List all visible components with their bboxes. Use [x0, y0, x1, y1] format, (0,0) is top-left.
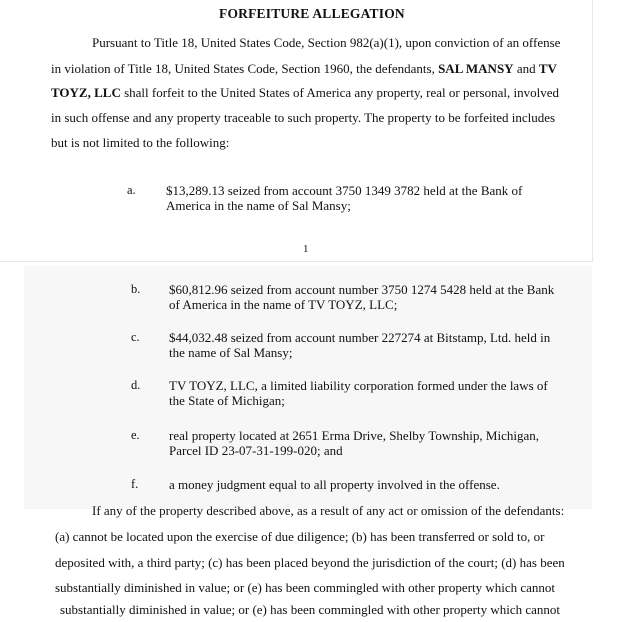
closing-line-1: If any of the property described above, as a result of any act or omission of the defendants:: [92, 503, 565, 518]
item-d-line-2: the State of Michigan;: [169, 393, 285, 408]
item-c-letter: c.: [131, 330, 140, 344]
page-number: 1: [303, 243, 309, 255]
closing-line-4: substantially diminished in value; or (e) has been commingled with other property which cannot: [55, 580, 556, 595]
item-f-letter: f.: [131, 477, 139, 491]
section-heading: FORFEITURE ALLEGATION: [219, 6, 405, 21]
item-b-letter: b.: [131, 282, 141, 296]
item-a-letter: a.: [127, 183, 136, 197]
closing-line-2: (a) cannot be located upon the exercise of due diligence; (b) has been transferred or sold to, or: [55, 529, 545, 544]
intro-line-3: [51, 85, 559, 100]
intro-line-4: in such offense and any property traceable to such property. The property to be forfeited includes: [51, 110, 556, 125]
item-b-line-1: $60,812.96 seized from account number 3750 1274 5428 held at the Bank: [169, 282, 555, 297]
intro-line-5: but is not limited to the following:: [51, 135, 230, 150]
item-d-line-1: TV TOYZ, LLC, a limited liability corporation formed under the laws of: [169, 378, 548, 393]
item-d-letter: d.: [131, 378, 141, 392]
defendant-name-1: SAL MANSY: [438, 61, 514, 76]
item-a-line-1: $13,289.13 seized from account 3750 1349 3782 held at the Bank of: [166, 183, 523, 198]
closing-line-5: substantially diminished in value; or (e) has been commingled with other property which cannot: [60, 602, 561, 617]
intro-line-2-text: in violation of Title 18, United States Code, Section 1960, the defendants,: [51, 61, 439, 76]
intro-and: and: [513, 61, 539, 76]
item-a-line-2: America in the name of Sal Mansy;: [166, 198, 351, 213]
defendant-name-2-start: TV: [538, 61, 557, 76]
defendant-name-2-end: TOYZ, LLC: [51, 85, 121, 100]
item-f-line-1: a money judgment equal to all property involved in the offense.: [169, 477, 500, 492]
item-c-line-2: the name of Sal Mansy;: [169, 345, 293, 360]
item-c-line-1: $44,032.48 seized from account number 227274 at Bitstamp, Ltd. held in: [169, 330, 551, 345]
item-b-line-2: of America in the name of TV TOYZ, LLC;: [169, 297, 398, 312]
item-e-letter: e.: [131, 428, 140, 442]
item-e-line-2: Parcel ID 23-07-31-199-020; and: [169, 443, 343, 458]
intro-line-1: Pursuant to Title 18, United States Code, Section 982(a)(1), upon conviction of an offense: [92, 35, 561, 50]
closing-line-3: deposited with, a third party; (c) has been placed beyond the jurisdiction of the court; (d) has been: [55, 555, 565, 570]
intro-line-3-text: shall forfeit to the United States of America any property, real or personal, involved: [120, 85, 559, 100]
intro-line-2: [51, 61, 557, 76]
item-e-line-1: real property located at 2651 Erma Drive, Shelby Township, Michigan,: [169, 428, 539, 443]
